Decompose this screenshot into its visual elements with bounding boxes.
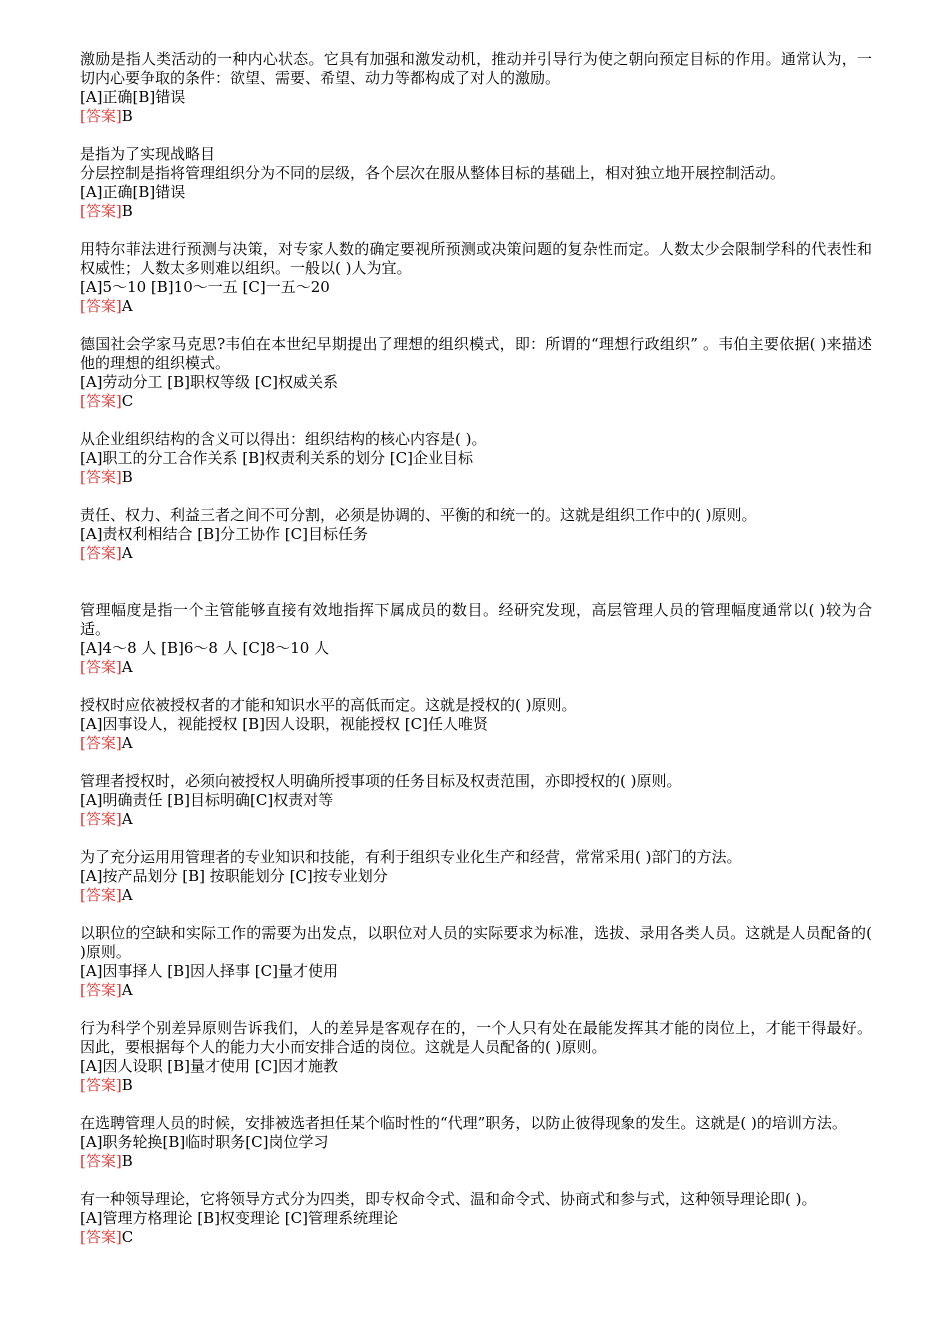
answer-line <box>80 392 872 411</box>
question-stem: 以职位的空缺和实际工作的需要为出发点，以职位对人员的实际要求为标准，选拔、录用各类人员。这就是人员配备的( )原则。 <box>80 924 872 961</box>
answer-label: [答案] <box>80 468 122 486</box>
answer-value: A <box>121 297 133 315</box>
answer-value: B <box>121 107 133 125</box>
question-stem: 授权时应依被授权者的才能和知识水平的高低而定。这就是授权的( )原则。 <box>80 696 577 714</box>
question-item <box>80 601 872 677</box>
question-item <box>80 335 872 411</box>
answer-value: A <box>121 734 133 752</box>
answer-value: A <box>121 544 133 562</box>
answer-value: A <box>121 886 133 904</box>
question-options: [A]因事设人，视能授权 [B]因人设职，视能授权 [C]任人唯贤 <box>80 715 488 733</box>
question-stem: 管理幅度是指一个主管能够直接有效地指挥下属成员的数目。经研究发现，高层管理人员的管理幅度通常以( )较为合适。 <box>80 601 872 638</box>
question-stem: 分层控制是指将管理组织分为不同的层级，各个层次在服从整体目标的基础上，相对独立地开展控制活动。 <box>80 164 786 182</box>
question-options: [A]明确责任 [B]目标明确[C]权责对等 <box>80 791 334 809</box>
answer-value: B <box>121 1076 133 1094</box>
question-item <box>80 1019 872 1095</box>
question-options: [A]因事择人 [B]因人择事 [C]量才使用 <box>80 962 338 980</box>
answer-value: B <box>121 1152 133 1170</box>
question-options: [A]正确[B]错误 <box>80 183 186 201</box>
question-options: [A]职工的分工合作关系 [B]权责利关系的划分 [C]企业目标 <box>80 449 473 467</box>
question-options: [A]4～8 人 [B]6～8 人 [C]8～10 人 <box>80 639 330 657</box>
answer-label: [答案] <box>80 297 122 315</box>
answer-line <box>80 202 872 221</box>
answer-label: [答案] <box>80 544 122 562</box>
question-stem: 责任、权力、利益三者之间不可分割，必须是协调的、平衡的和统一的。这就是组织工作中的( )原则。 <box>80 506 757 524</box>
question-stem: 从企业组织结构的含义可以得出：组织结构的核心内容是( )。 <box>80 430 487 448</box>
answer-label: [答案] <box>80 1076 122 1094</box>
question-options: [A]职务轮换[B]临时职务[C]岗位学习 <box>80 1133 329 1151</box>
question-options: [A]正确[B]错误 <box>80 88 186 106</box>
answer-value: C <box>121 1228 134 1246</box>
answer-line <box>80 810 872 829</box>
answer-line <box>80 1076 872 1095</box>
question-item <box>80 240 872 316</box>
question-stem: 管理者授权时，必须向被授权人明确所授事项的任务目标及权责范围，亦即授权的( )原则。 <box>80 772 682 790</box>
question-stem: 德国社会学家马克思?韦伯在本世纪早期提出了理想的组织模式，即：所谓的“理想行政组织” 。韦伯主要依据( )来描述他的理想的组织模式。 <box>80 335 872 372</box>
answer-label: [答案] <box>80 107 122 125</box>
question-options: [A]责权利相结合 [B]分工协作 [C]目标任务 <box>80 525 368 543</box>
question-options: [A]因人设职 [B]量才使用 [C]因才施教 <box>80 1057 338 1075</box>
question-options: [A]按产品划分 [B] 按职能划分 [C]按专业划分 <box>80 867 388 885</box>
question-item <box>80 506 872 563</box>
answer-label: [答案] <box>80 658 122 676</box>
answer-label: [答案] <box>80 1152 122 1170</box>
question-stem: 为了充分运用用管理者的专业知识和技能，有利于组织专业化生产和经营，常常采用( )部门的方法。 <box>80 848 742 866</box>
answer-line <box>80 981 872 1000</box>
answer-line <box>80 658 872 677</box>
question-stem: 激励是指人类活动的一种内心状态。它具有加强和激发动机，推动并引导行为使之朝向预定目标的作用。通常认为，一切内心要争取的条件：欲望、需要、希望、动力等都构成了对人的激励。 <box>80 50 872 87</box>
question-options: [A]管理方格理论 [B]权变理论 [C]管理系统理论 <box>80 1209 398 1227</box>
answer-line <box>80 544 872 563</box>
question-item <box>80 772 872 829</box>
question-item <box>80 1190 872 1247</box>
answer-label: [答案] <box>80 202 122 220</box>
answer-value: A <box>121 658 133 676</box>
answer-value: B <box>121 468 133 486</box>
answer-value: B <box>121 202 133 220</box>
answer-line <box>80 468 872 487</box>
answer-label: [答案] <box>80 886 122 904</box>
question-item <box>80 164 872 221</box>
answer-value: A <box>121 810 133 828</box>
question-item <box>80 924 872 1000</box>
question-stem: 用特尔菲法进行预测与决策，对专家人数的确定要视所预测或决策问题的复杂性而定。人数太少会限制学科的代表性和权威性；人数太多则难以组织。一般以( )人为宜。 <box>80 240 872 277</box>
question-item <box>80 848 872 905</box>
answer-line <box>80 1228 872 1247</box>
question-item <box>80 430 872 487</box>
question-stem: 是指为了实现战略目 <box>80 145 216 163</box>
answer-line <box>80 734 872 753</box>
question-item <box>80 1114 872 1171</box>
answer-line <box>80 297 872 316</box>
answer-line <box>80 107 872 126</box>
question-options: [A]劳动分工 [B]职权等级 [C]权威关系 <box>80 373 338 391</box>
document-page <box>80 50 872 1266</box>
question-item <box>80 145 872 164</box>
answer-line <box>80 1152 872 1171</box>
question-options: [A]5～10 [B]10～一五 [C]一五～20 <box>80 278 330 296</box>
question-stem: 行为科学个别差异原则告诉我们，人的差异是客观存在的，一个人只有处在最能发挥其才能的岗位上，才能干得最好。因此，要根据每个人的能力大小而安排合适的岗位。这就是人员配备的( )原则。 <box>80 1019 872 1056</box>
answer-label: [答案] <box>80 734 122 752</box>
question-stem: 在选聘管理人员的时候，安排被选者担任某个临时性的“代理”职务，以防止彼得现象的发生。这就是( )的培训方法。 <box>80 1114 847 1132</box>
question-stem: 有一种领导理论，它将领导方式分为四类，即专权命令式、温和命令式、协商式和参与式，这种领导理论即( )。 <box>80 1190 817 1208</box>
answer-label: [答案] <box>80 392 122 410</box>
answer-line <box>80 886 872 905</box>
answer-label: [答案] <box>80 1228 122 1246</box>
answer-value: A <box>121 981 133 999</box>
question-item <box>80 50 872 126</box>
answer-label: [答案] <box>80 810 122 828</box>
answer-label: [答案] <box>80 981 122 999</box>
answer-value: C <box>121 392 134 410</box>
question-item <box>80 696 872 753</box>
